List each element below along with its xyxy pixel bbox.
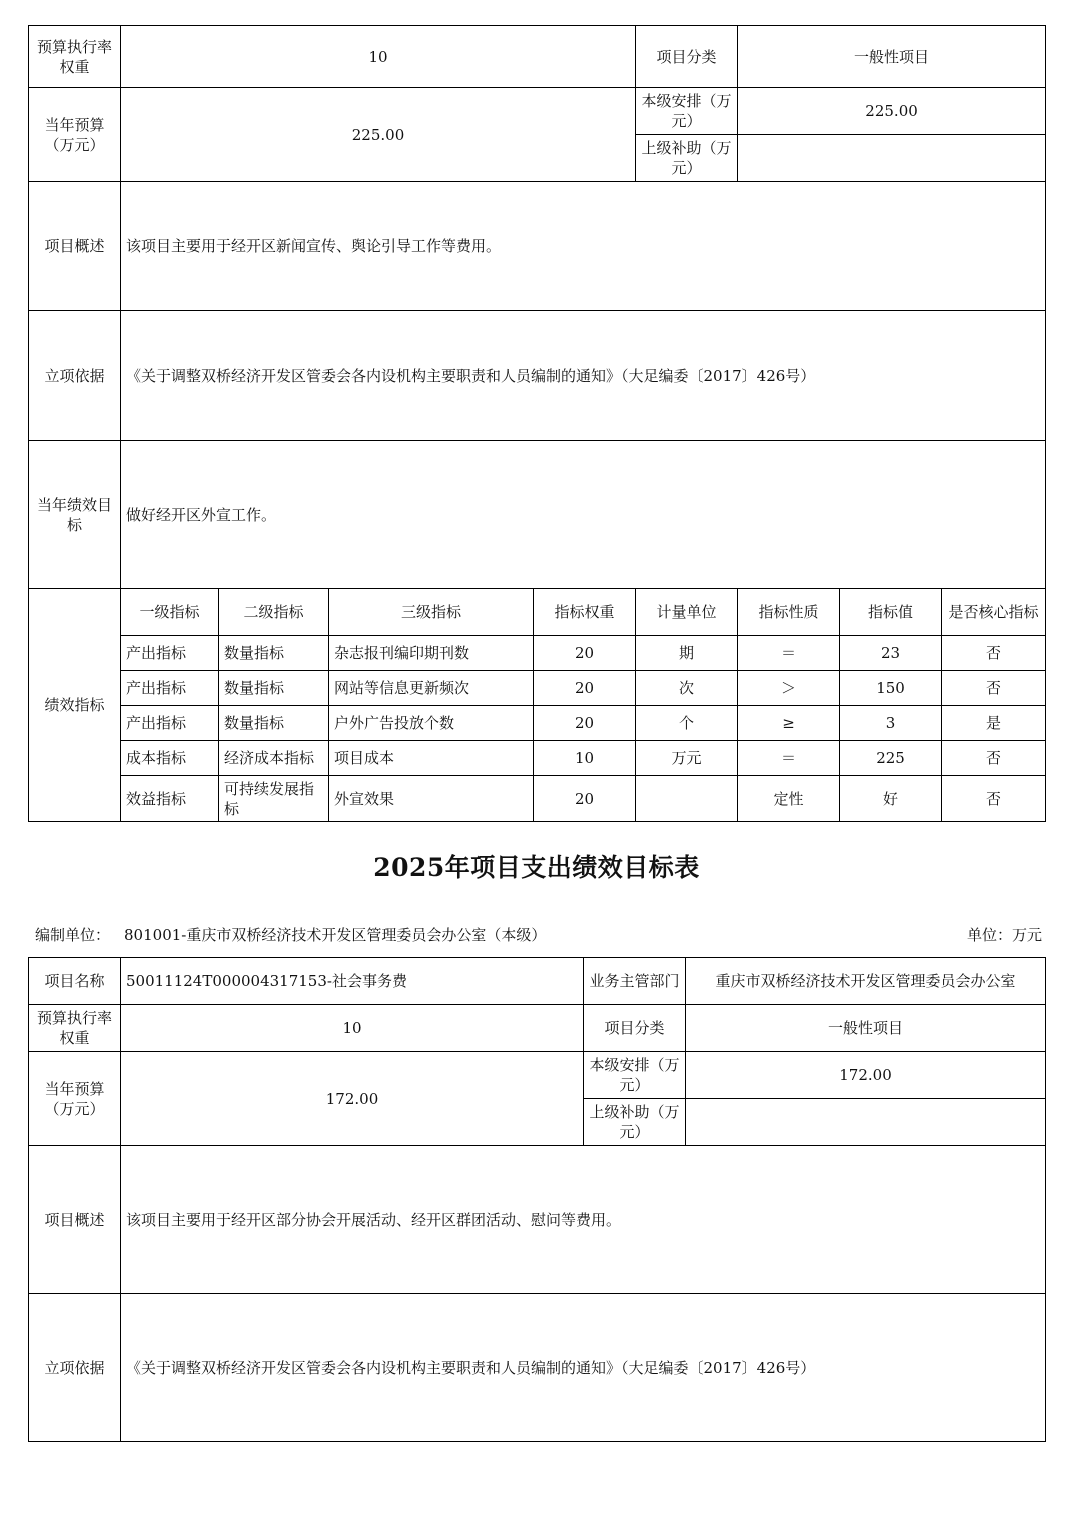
current-budget-label: 当年预算（万元） — [29, 88, 121, 182]
indicator-cell: 经济成本指标 — [219, 741, 329, 776]
basis-value: 《关于调整双桥经济开发区管委会各内设机构主要职责和人员编制的通知》（大足编委〔2017〕426号） — [121, 1294, 1046, 1442]
superior-subsidy-value — [686, 1099, 1046, 1146]
indicator-cell: 是 — [942, 706, 1046, 741]
local-arrangement-label: 本级安排（万元） — [636, 88, 738, 135]
superior-subsidy-label: 上级补助（万元） — [636, 135, 738, 182]
indicator-cell: 否 — [942, 741, 1046, 776]
indicator-header: 指标值 — [840, 589, 942, 636]
indicator-header: 指标权重 — [534, 589, 636, 636]
superior-subsidy-value — [738, 135, 1046, 182]
indicator-cell: 否 — [942, 776, 1046, 822]
indicator-cell: 网站等信息更新频次 — [329, 671, 534, 706]
current-budget-label: 当年预算（万元） — [29, 1052, 121, 1146]
budget-rate-weight-value: 10 — [121, 26, 636, 88]
project-name-label: 项目名称 — [29, 958, 121, 1005]
local-arrangement-value: 172.00 — [686, 1052, 1046, 1099]
indicator-cell: 定性 — [738, 776, 840, 822]
supervisor-dept-label: 业务主管部门 — [584, 958, 686, 1005]
indicator-header: 指标性质 — [738, 589, 840, 636]
annual-goal-value: 做好经开区外宣工作。 — [121, 441, 1046, 589]
indicator-cell: 产出指标 — [121, 636, 219, 671]
indicator-cell: 成本指标 — [121, 741, 219, 776]
project-name-value: 50011124T000004317153-社会事务费 — [121, 958, 584, 1005]
indicator-cell: 户外广告投放个数 — [329, 706, 534, 741]
indicator-cell: 3 — [840, 706, 942, 741]
budget-rate-weight-label: 预算执行率权重 — [29, 1005, 121, 1052]
indicators-label: 绩效指标 — [29, 589, 121, 822]
local-arrangement-value: 225.00 — [738, 88, 1046, 135]
basis-label: 立项依据 — [29, 1294, 121, 1442]
indicator-cell: 期 — [636, 636, 738, 671]
indicator-header: 计量单位 — [636, 589, 738, 636]
project2-table — [28, 957, 1046, 1442]
indicator-cell: 次 — [636, 671, 738, 706]
indicator-row — [29, 671, 1046, 706]
budget-rate-weight-label: 预算执行率权重 — [29, 26, 121, 88]
indicator-row — [29, 636, 1046, 671]
compiling-unit — [35, 924, 546, 945]
indicator-header: 二级指标 — [219, 589, 329, 636]
indicator-cell: 产出指标 — [121, 671, 219, 706]
indicator-cell: 数量指标 — [219, 671, 329, 706]
indicator-cell: ≥ — [738, 706, 840, 741]
compiling-unit-value: 801001-重庆市双桥经济技术开发区管理委员会办公室（本级） — [124, 926, 547, 944]
current-budget-value: 172.00 — [121, 1052, 584, 1146]
indicator-cell: 可持续发展指标 — [219, 776, 329, 822]
indicator-cell: 好 — [840, 776, 942, 822]
indicator-cell: 20 — [534, 776, 636, 822]
indicator-cell: 23 — [840, 636, 942, 671]
indicator-cell: ＝ — [738, 636, 840, 671]
project1-table — [28, 25, 1046, 822]
indicator-cell: 杂志报刊编印期刊数 — [329, 636, 534, 671]
indicator-row — [29, 706, 1046, 741]
indicator-cell: 个 — [636, 706, 738, 741]
indicator-cell: 否 — [942, 636, 1046, 671]
indicator-cell: 项目成本 — [329, 741, 534, 776]
project-category-value: 一般性项目 — [686, 1005, 1046, 1052]
page-title: 2025年项目支出绩效目标表 — [373, 853, 700, 882]
overview-value: 该项目主要用于经开区新闻宣传、舆论引导工作等费用。 — [121, 182, 1046, 311]
budget-rate-weight-value: 10 — [121, 1005, 584, 1052]
indicator-header: 一级指标 — [121, 589, 219, 636]
indicator-cell: 20 — [534, 671, 636, 706]
indicator-cell: 150 — [840, 671, 942, 706]
indicator-cell: 数量指标 — [219, 706, 329, 741]
overview-label: 项目概述 — [29, 1146, 121, 1294]
indicator-cell: 否 — [942, 671, 1046, 706]
indicator-cell: 数量指标 — [219, 636, 329, 671]
project-category-label: 项目分类 — [584, 1005, 686, 1052]
indicator-cell: 效益指标 — [121, 776, 219, 822]
indicator-header: 三级指标 — [329, 589, 534, 636]
indicator-cell: 20 — [534, 706, 636, 741]
indicator-cell: 20 — [534, 636, 636, 671]
basis-value: 《关于调整双桥经济开发区管委会各内设机构主要职责和人员编制的通知》（大足编委〔2017〕426号） — [121, 311, 1046, 441]
indicator-cell: 10 — [534, 741, 636, 776]
indicator-cell: ＞ — [738, 671, 840, 706]
annual-goal-label: 当年绩效目标 — [29, 441, 121, 589]
supervisor-dept-value: 重庆市双桥经济技术开发区管理委员会办公室 — [686, 958, 1046, 1005]
indicator-header: 是否核心指标 — [942, 589, 1046, 636]
current-budget-value: 225.00 — [121, 88, 636, 182]
indicator-cell — [636, 776, 738, 822]
overview-label: 项目概述 — [29, 182, 121, 311]
indicator-cell: 万元 — [636, 741, 738, 776]
compiling-unit-label: 编制单位： — [35, 926, 111, 944]
project-category-value: 一般性项目 — [738, 26, 1046, 88]
currency-unit: 单位：万元 — [966, 926, 1042, 944]
indicator-row — [29, 741, 1046, 776]
indicator-cell: 产出指标 — [121, 706, 219, 741]
project-category-label: 项目分类 — [636, 26, 738, 88]
indicator-cell: ＝ — [738, 741, 840, 776]
indicator-cell: 外宣效果 — [329, 776, 534, 822]
overview-value: 该项目主要用于经开区部分协会开展活动、经开区群团活动、慰问等费用。 — [121, 1146, 1046, 1294]
local-arrangement-label: 本级安排（万元） — [584, 1052, 686, 1099]
indicator-cell: 225 — [840, 741, 942, 776]
indicator-row — [29, 776, 1046, 822]
basis-label: 立项依据 — [29, 311, 121, 441]
superior-subsidy-label: 上级补助（万元） — [584, 1099, 686, 1146]
